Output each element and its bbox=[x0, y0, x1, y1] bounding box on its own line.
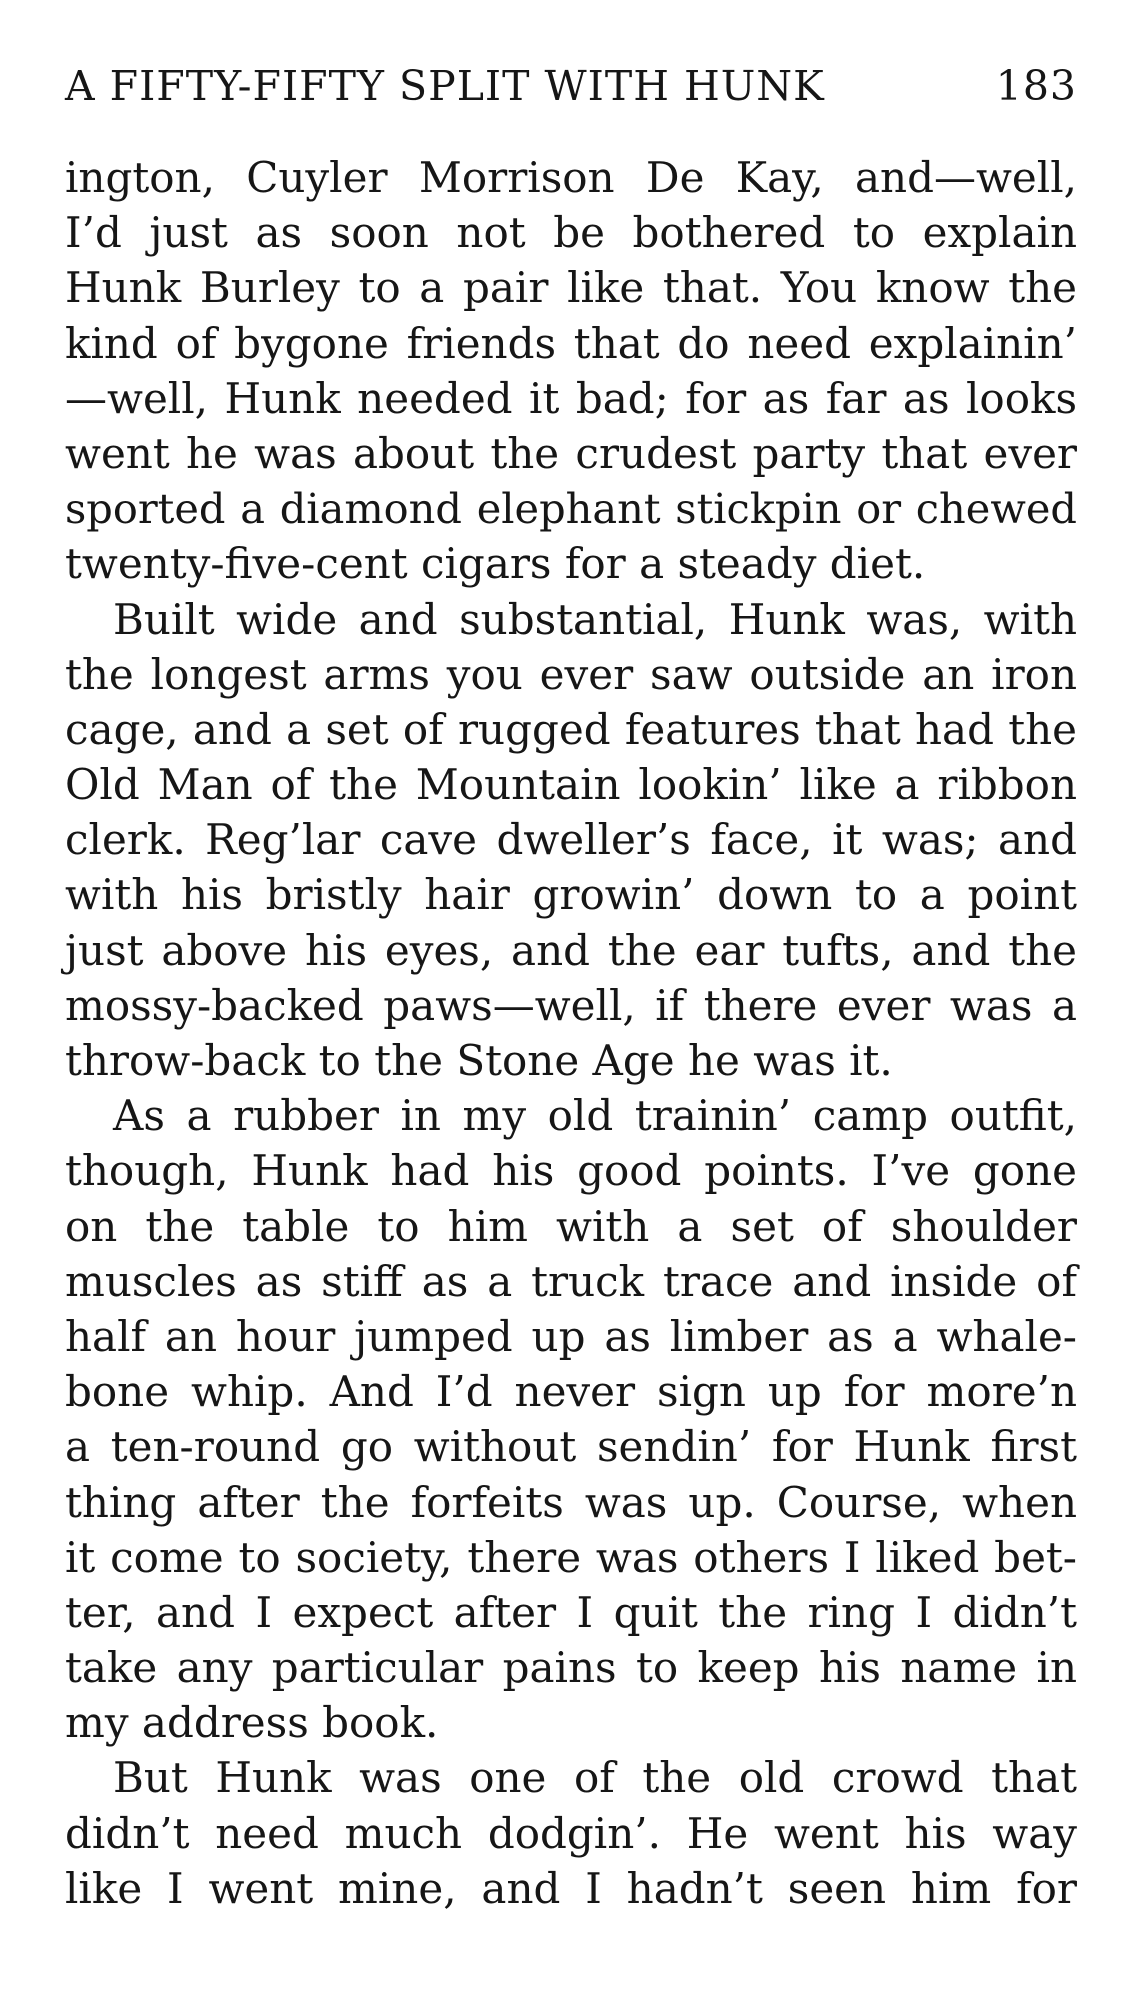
paragraph-start-line: But Hunk was one of the old crowd that bbox=[113, 1753, 1077, 1803]
text-line: muscles as stiff as a truck trace and inside of bbox=[65, 1256, 1077, 1306]
text-line: sported a diamond elephant stickpin or chewed bbox=[65, 484, 1077, 534]
text-line: ington, Cuyler Morrison De Kay, and—well, bbox=[65, 153, 1077, 202]
text-line: with his bristly hair growin’ down to a point bbox=[65, 870, 1077, 920]
text-line: though, Hunk had his good points. I’ve gone bbox=[65, 1146, 1077, 1196]
body-text bbox=[65, 150, 1077, 1916]
text-line: clerk. Reg’lar cave dweller’s face, it was; and bbox=[65, 815, 1077, 865]
text-line: cage, and a set of rugged features that had the bbox=[65, 704, 1077, 754]
text-line: —well, Hunk needed it bad; for as far as looks bbox=[65, 373, 1077, 423]
text-line: throw-back to the Stone Age he was it. bbox=[65, 1036, 893, 1085]
text-line: went he was about the crudest party that ever bbox=[65, 428, 1077, 478]
chapter-title: A FIFTY-FIFTY SPLIT WITH HUNK bbox=[65, 62, 825, 110]
text-line: thing after the forfeits was up. Course, when bbox=[65, 1477, 1077, 1527]
text-line: Old Man of the Mountain lookin’ like a ribbon bbox=[65, 760, 1077, 810]
text-line: a ten-round go without sendin’ for Hunk first bbox=[65, 1422, 1077, 1472]
text-line: twenty-five-cent cigars for a steady diet. bbox=[65, 539, 926, 589]
running-head bbox=[65, 62, 1077, 122]
paragraph-start-line: Built wide and substantial, Hunk was, with bbox=[113, 594, 1077, 644]
text-line: my address book. bbox=[65, 1698, 439, 1748]
text-line: it come to society, there was others I liked bet- bbox=[65, 1532, 1077, 1582]
text-line: bone whip. And I’d never sign up for more’n bbox=[65, 1367, 1077, 1417]
text-line: take any particular pains to keep his name in bbox=[65, 1643, 1077, 1693]
text-line: I’d just as soon not be bothered to explain bbox=[65, 208, 1077, 258]
text-line: ter, and I expect after I quit the ring I didn’t bbox=[65, 1587, 1077, 1637]
text-line: mossy-backed paws—well, if there ever was a bbox=[65, 980, 1077, 1030]
text-line: on the table to him with a set of shoulder bbox=[65, 1201, 1077, 1251]
text-line: Hunk Burley to a pair like that. You know the bbox=[65, 263, 1077, 313]
text-line: the longest arms you ever saw outside an iron bbox=[65, 649, 1077, 699]
paragraph-start-line: As a rubber in my old trainin’ camp outfit, bbox=[113, 1091, 1077, 1141]
text-line: just above his eyes, and the ear tufts, and the bbox=[65, 925, 1077, 975]
page-number: 183 bbox=[995, 62, 1077, 110]
text-line: half an hour jumped up as limber as a whale- bbox=[65, 1311, 1077, 1361]
text-line: didn’t need much dodgin’. He went his way bbox=[65, 1808, 1077, 1858]
text-line: kind of bygone friends that do need explainin’ bbox=[65, 318, 1077, 368]
text-line: like I went mine, and I hadn’t seen him for bbox=[65, 1863, 1077, 1913]
